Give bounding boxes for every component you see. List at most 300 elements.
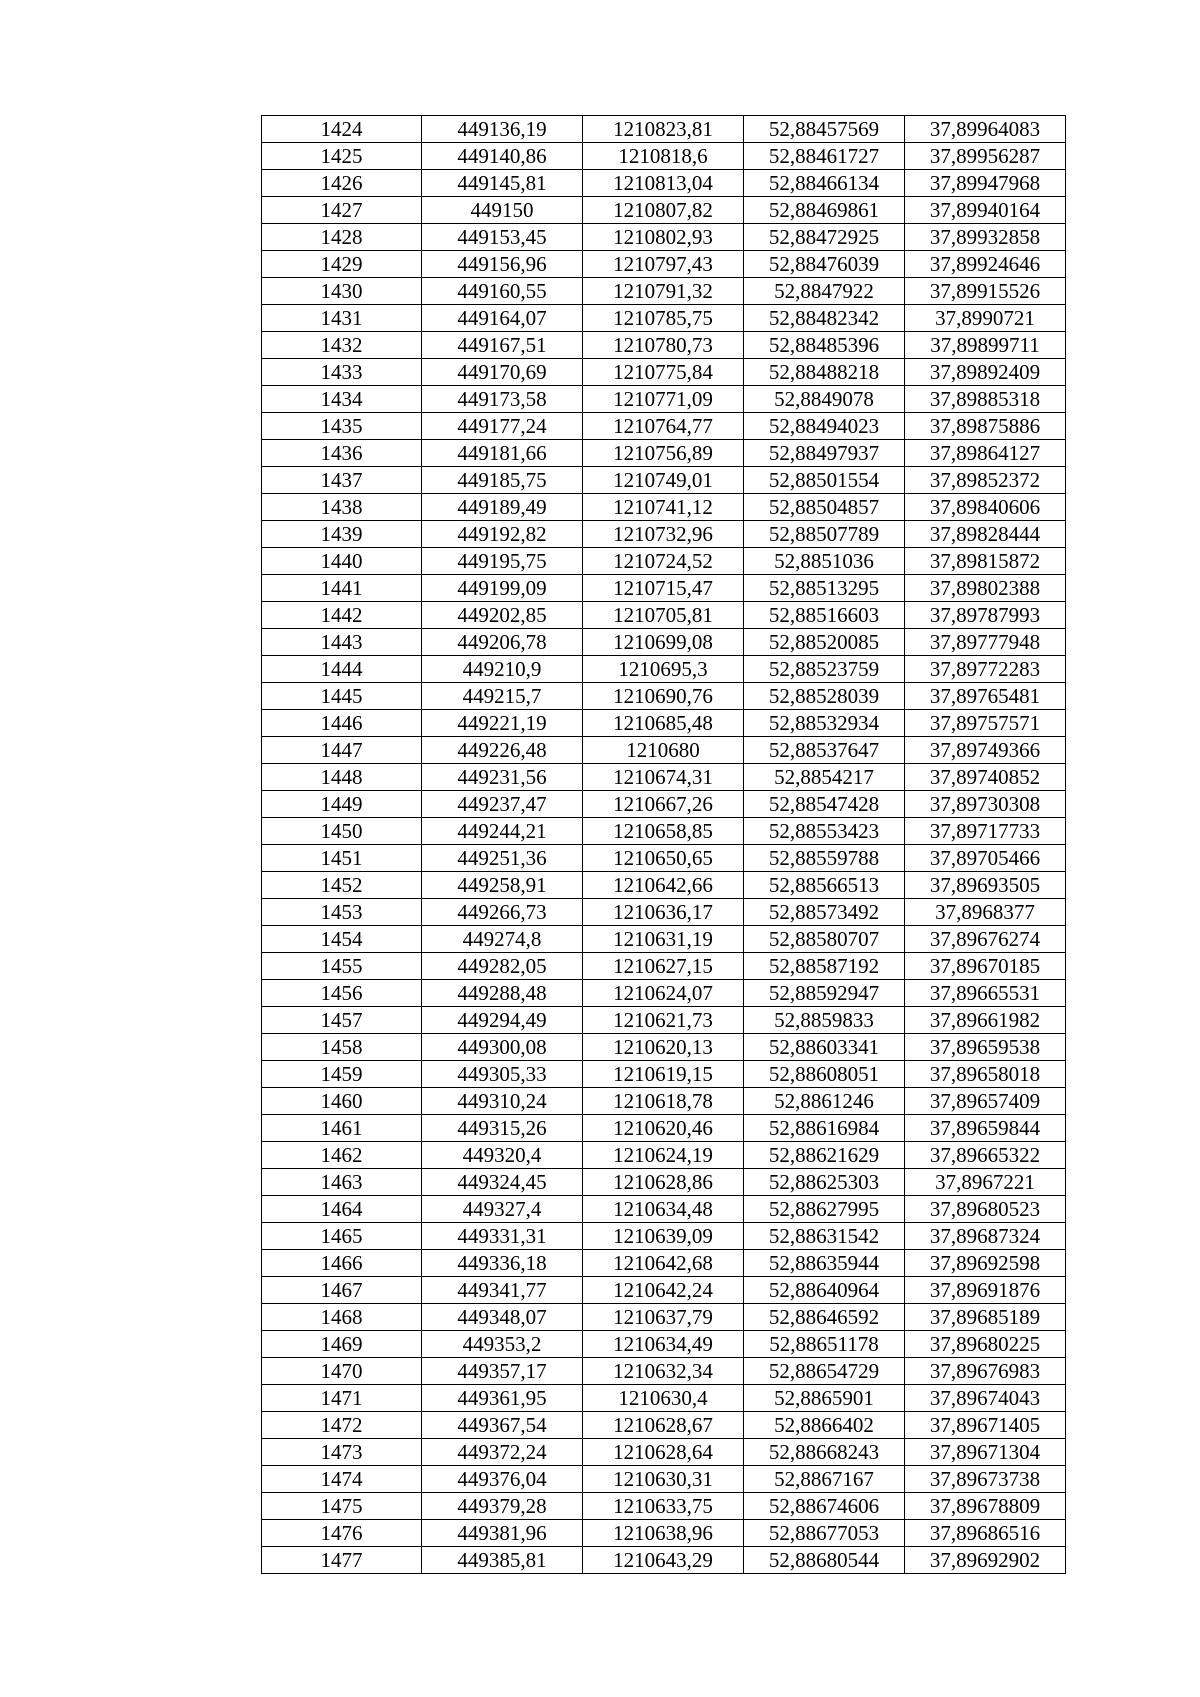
x-coordinate-cell: 449251,36 (422, 845, 583, 872)
x-coordinate-cell: 449153,45 (422, 224, 583, 251)
point-number-cell: 1444 (262, 656, 422, 683)
point-number-cell: 1436 (262, 440, 422, 467)
coordinates-table (261, 115, 1066, 1574)
point-number-cell: 1461 (262, 1115, 422, 1142)
longitude-cell: 37,89676274 (905, 926, 1066, 953)
longitude-cell: 37,89658018 (905, 1061, 1066, 1088)
point-number-cell: 1446 (262, 710, 422, 737)
point-number-cell: 1448 (262, 764, 422, 791)
y-coordinate-cell: 1210639,09 (583, 1223, 744, 1250)
table-row (262, 872, 1066, 899)
x-coordinate-cell: 449206,78 (422, 629, 583, 656)
latitude-cell: 52,88501554 (744, 467, 905, 494)
y-coordinate-cell: 1210823,81 (583, 116, 744, 143)
table-row (262, 1196, 1066, 1223)
x-coordinate-cell: 449221,19 (422, 710, 583, 737)
table-row (262, 521, 1066, 548)
table-row (262, 224, 1066, 251)
latitude-cell: 52,88476039 (744, 251, 905, 278)
x-coordinate-cell: 449324,45 (422, 1169, 583, 1196)
longitude-cell: 37,89659538 (905, 1034, 1066, 1061)
point-number-cell: 1468 (262, 1304, 422, 1331)
longitude-cell: 37,89659844 (905, 1115, 1066, 1142)
y-coordinate-cell: 1210667,26 (583, 791, 744, 818)
longitude-cell: 37,89691876 (905, 1277, 1066, 1304)
longitude-cell: 37,89686516 (905, 1520, 1066, 1547)
y-coordinate-cell: 1210628,67 (583, 1412, 744, 1439)
x-coordinate-cell: 449215,7 (422, 683, 583, 710)
longitude-cell: 37,89947968 (905, 170, 1066, 197)
latitude-cell: 52,88621629 (744, 1142, 905, 1169)
x-coordinate-cell: 449300,08 (422, 1034, 583, 1061)
point-number-cell: 1474 (262, 1466, 422, 1493)
x-coordinate-cell: 449367,54 (422, 1412, 583, 1439)
latitude-cell: 52,8867167 (744, 1466, 905, 1493)
latitude-cell: 52,88469861 (744, 197, 905, 224)
x-coordinate-cell: 449202,85 (422, 602, 583, 629)
x-coordinate-cell: 449294,49 (422, 1007, 583, 1034)
point-number-cell: 1428 (262, 224, 422, 251)
x-coordinate-cell: 449361,95 (422, 1385, 583, 1412)
y-coordinate-cell: 1210621,73 (583, 1007, 744, 1034)
y-coordinate-cell: 1210749,01 (583, 467, 744, 494)
latitude-cell: 52,88559788 (744, 845, 905, 872)
x-coordinate-cell: 449164,07 (422, 305, 583, 332)
latitude-cell: 52,88507789 (744, 521, 905, 548)
table-row (262, 305, 1066, 332)
longitude-cell: 37,89864127 (905, 440, 1066, 467)
point-number-cell: 1426 (262, 170, 422, 197)
longitude-cell: 37,89885318 (905, 386, 1066, 413)
table-row (262, 683, 1066, 710)
table-row (262, 1520, 1066, 1547)
y-coordinate-cell: 1210705,81 (583, 602, 744, 629)
longitude-cell: 37,89693505 (905, 872, 1066, 899)
table-row (262, 1304, 1066, 1331)
y-coordinate-cell: 1210724,52 (583, 548, 744, 575)
table-row (262, 926, 1066, 953)
table-row (262, 1547, 1066, 1574)
point-number-cell: 1472 (262, 1412, 422, 1439)
point-number-cell: 1435 (262, 413, 422, 440)
longitude-cell: 37,89674043 (905, 1385, 1066, 1412)
point-number-cell: 1433 (262, 359, 422, 386)
latitude-cell: 52,88616984 (744, 1115, 905, 1142)
table-row (262, 1223, 1066, 1250)
latitude-cell: 52,88504857 (744, 494, 905, 521)
y-coordinate-cell: 1210630,31 (583, 1466, 744, 1493)
longitude-cell: 37,89875886 (905, 413, 1066, 440)
longitude-cell: 37,89828444 (905, 521, 1066, 548)
point-number-cell: 1432 (262, 332, 422, 359)
latitude-cell: 52,88640964 (744, 1277, 905, 1304)
x-coordinate-cell: 449181,66 (422, 440, 583, 467)
y-coordinate-cell: 1210756,89 (583, 440, 744, 467)
table-row (262, 116, 1066, 143)
point-number-cell: 1465 (262, 1223, 422, 1250)
x-coordinate-cell: 449226,48 (422, 737, 583, 764)
longitude-cell: 37,89787993 (905, 602, 1066, 629)
y-coordinate-cell: 1210624,07 (583, 980, 744, 1007)
table-row (262, 764, 1066, 791)
table-row (262, 1412, 1066, 1439)
x-coordinate-cell: 449372,24 (422, 1439, 583, 1466)
table-row (262, 710, 1066, 737)
x-coordinate-cell: 449156,96 (422, 251, 583, 278)
table-row (262, 737, 1066, 764)
latitude-cell: 52,88516603 (744, 602, 905, 629)
x-coordinate-cell: 449381,96 (422, 1520, 583, 1547)
latitude-cell: 52,88547428 (744, 791, 905, 818)
table-row (262, 332, 1066, 359)
x-coordinate-cell: 449305,33 (422, 1061, 583, 1088)
point-number-cell: 1463 (262, 1169, 422, 1196)
latitude-cell: 52,8859833 (744, 1007, 905, 1034)
longitude-cell: 37,89964083 (905, 116, 1066, 143)
point-number-cell: 1431 (262, 305, 422, 332)
longitude-cell: 37,89671304 (905, 1439, 1066, 1466)
longitude-cell: 37,89924646 (905, 251, 1066, 278)
latitude-cell: 52,8866402 (744, 1412, 905, 1439)
latitude-cell: 52,88631542 (744, 1223, 905, 1250)
latitude-cell: 52,88603341 (744, 1034, 905, 1061)
point-number-cell: 1459 (262, 1061, 422, 1088)
table-row (262, 575, 1066, 602)
x-coordinate-cell: 449266,73 (422, 899, 583, 926)
longitude-cell: 37,89673738 (905, 1466, 1066, 1493)
latitude-cell: 52,88674606 (744, 1493, 905, 1520)
latitude-cell: 52,88580707 (744, 926, 905, 953)
point-number-cell: 1454 (262, 926, 422, 953)
longitude-cell: 37,89932858 (905, 224, 1066, 251)
x-coordinate-cell: 449348,07 (422, 1304, 583, 1331)
y-coordinate-cell: 1210680 (583, 737, 744, 764)
latitude-cell: 52,88488218 (744, 359, 905, 386)
table-row (262, 791, 1066, 818)
x-coordinate-cell: 449192,82 (422, 521, 583, 548)
latitude-cell: 52,88494023 (744, 413, 905, 440)
y-coordinate-cell: 1210695,3 (583, 656, 744, 683)
point-number-cell: 1437 (262, 467, 422, 494)
latitude-cell: 52,88523759 (744, 656, 905, 683)
y-coordinate-cell: 1210638,96 (583, 1520, 744, 1547)
y-coordinate-cell: 1210631,19 (583, 926, 744, 953)
latitude-cell: 52,88625303 (744, 1169, 905, 1196)
latitude-cell: 52,88592947 (744, 980, 905, 1007)
table-row (262, 1142, 1066, 1169)
point-number-cell: 1445 (262, 683, 422, 710)
longitude-cell: 37,89680225 (905, 1331, 1066, 1358)
longitude-cell: 37,89678809 (905, 1493, 1066, 1520)
y-coordinate-cell: 1210620,13 (583, 1034, 744, 1061)
y-coordinate-cell: 1210620,46 (583, 1115, 744, 1142)
y-coordinate-cell: 1210802,93 (583, 224, 744, 251)
y-coordinate-cell: 1210628,64 (583, 1439, 744, 1466)
y-coordinate-cell: 1210797,43 (583, 251, 744, 278)
longitude-cell: 37,89777948 (905, 629, 1066, 656)
longitude-cell: 37,89899711 (905, 332, 1066, 359)
latitude-cell: 52,88482342 (744, 305, 905, 332)
table-row (262, 818, 1066, 845)
y-coordinate-cell: 1210634,49 (583, 1331, 744, 1358)
y-coordinate-cell: 1210642,68 (583, 1250, 744, 1277)
table-row (262, 278, 1066, 305)
table-row (262, 1466, 1066, 1493)
x-coordinate-cell: 449244,21 (422, 818, 583, 845)
coordinates-table-body (262, 116, 1066, 1574)
y-coordinate-cell: 1210764,77 (583, 413, 744, 440)
y-coordinate-cell: 1210627,15 (583, 953, 744, 980)
x-coordinate-cell: 449185,75 (422, 467, 583, 494)
y-coordinate-cell: 1210813,04 (583, 170, 744, 197)
longitude-cell: 37,89815872 (905, 548, 1066, 575)
latitude-cell: 52,8865901 (744, 1385, 905, 1412)
longitude-cell: 37,89692902 (905, 1547, 1066, 1574)
point-number-cell: 1434 (262, 386, 422, 413)
x-coordinate-cell: 449231,56 (422, 764, 583, 791)
longitude-cell: 37,8967221 (905, 1169, 1066, 1196)
point-number-cell: 1458 (262, 1034, 422, 1061)
y-coordinate-cell: 1210771,09 (583, 386, 744, 413)
table-row (262, 1250, 1066, 1277)
y-coordinate-cell: 1210636,17 (583, 899, 744, 926)
y-coordinate-cell: 1210715,47 (583, 575, 744, 602)
y-coordinate-cell: 1210775,84 (583, 359, 744, 386)
table-row (262, 1169, 1066, 1196)
table-row (262, 1439, 1066, 1466)
point-number-cell: 1438 (262, 494, 422, 521)
y-coordinate-cell: 1210780,73 (583, 332, 744, 359)
latitude-cell: 52,88537647 (744, 737, 905, 764)
latitude-cell: 52,88466134 (744, 170, 905, 197)
x-coordinate-cell: 449195,75 (422, 548, 583, 575)
point-number-cell: 1469 (262, 1331, 422, 1358)
longitude-cell: 37,8968377 (905, 899, 1066, 926)
x-coordinate-cell: 449167,51 (422, 332, 583, 359)
latitude-cell: 52,88608051 (744, 1061, 905, 1088)
point-number-cell: 1470 (262, 1358, 422, 1385)
latitude-cell: 52,88520085 (744, 629, 905, 656)
point-number-cell: 1462 (262, 1142, 422, 1169)
point-number-cell: 1451 (262, 845, 422, 872)
latitude-cell: 52,88635944 (744, 1250, 905, 1277)
point-number-cell: 1475 (262, 1493, 422, 1520)
table-row (262, 980, 1066, 1007)
y-coordinate-cell: 1210741,12 (583, 494, 744, 521)
longitude-cell: 37,89705466 (905, 845, 1066, 872)
table-row (262, 1088, 1066, 1115)
x-coordinate-cell: 449315,26 (422, 1115, 583, 1142)
point-number-cell: 1439 (262, 521, 422, 548)
latitude-cell: 52,8851036 (744, 548, 905, 575)
y-coordinate-cell: 1210642,24 (583, 1277, 744, 1304)
table-row (262, 143, 1066, 170)
longitude-cell: 37,89670185 (905, 953, 1066, 980)
point-number-cell: 1443 (262, 629, 422, 656)
point-number-cell: 1456 (262, 980, 422, 1007)
table-row (262, 197, 1066, 224)
point-number-cell: 1466 (262, 1250, 422, 1277)
latitude-cell: 52,88668243 (744, 1439, 905, 1466)
longitude-cell: 37,89685189 (905, 1304, 1066, 1331)
point-number-cell: 1442 (262, 602, 422, 629)
x-coordinate-cell: 449327,4 (422, 1196, 583, 1223)
y-coordinate-cell: 1210628,86 (583, 1169, 744, 1196)
table-row (262, 170, 1066, 197)
y-coordinate-cell: 1210624,19 (583, 1142, 744, 1169)
point-number-cell: 1430 (262, 278, 422, 305)
x-coordinate-cell: 449353,2 (422, 1331, 583, 1358)
x-coordinate-cell: 449210,9 (422, 656, 583, 683)
y-coordinate-cell: 1210791,32 (583, 278, 744, 305)
latitude-cell: 52,8854217 (744, 764, 905, 791)
point-number-cell: 1441 (262, 575, 422, 602)
x-coordinate-cell: 449177,24 (422, 413, 583, 440)
y-coordinate-cell: 1210650,65 (583, 845, 744, 872)
x-coordinate-cell: 449258,91 (422, 872, 583, 899)
y-coordinate-cell: 1210658,85 (583, 818, 744, 845)
x-coordinate-cell: 449173,58 (422, 386, 583, 413)
table-row (262, 1115, 1066, 1142)
latitude-cell: 52,88461727 (744, 143, 905, 170)
point-number-cell: 1440 (262, 548, 422, 575)
longitude-cell: 37,89740852 (905, 764, 1066, 791)
y-coordinate-cell: 1210630,4 (583, 1385, 744, 1412)
longitude-cell: 37,89671405 (905, 1412, 1066, 1439)
y-coordinate-cell: 1210634,48 (583, 1196, 744, 1223)
point-number-cell: 1455 (262, 953, 422, 980)
point-number-cell: 1450 (262, 818, 422, 845)
x-coordinate-cell: 449160,55 (422, 278, 583, 305)
latitude-cell: 52,88627995 (744, 1196, 905, 1223)
latitude-cell: 52,8849078 (744, 386, 905, 413)
latitude-cell: 52,88587192 (744, 953, 905, 980)
x-coordinate-cell: 449385,81 (422, 1547, 583, 1574)
latitude-cell: 52,88528039 (744, 683, 905, 710)
table-row (262, 656, 1066, 683)
y-coordinate-cell: 1210619,15 (583, 1061, 744, 1088)
longitude-cell: 37,89692598 (905, 1250, 1066, 1277)
x-coordinate-cell: 449189,49 (422, 494, 583, 521)
x-coordinate-cell: 449140,86 (422, 143, 583, 170)
table-row (262, 359, 1066, 386)
latitude-cell: 52,88677053 (744, 1520, 905, 1547)
longitude-cell: 37,89852372 (905, 467, 1066, 494)
y-coordinate-cell: 1210818,6 (583, 143, 744, 170)
point-number-cell: 1471 (262, 1385, 422, 1412)
y-coordinate-cell: 1210685,48 (583, 710, 744, 737)
longitude-cell: 37,89687324 (905, 1223, 1066, 1250)
y-coordinate-cell: 1210732,96 (583, 521, 744, 548)
y-coordinate-cell: 1210643,29 (583, 1547, 744, 1574)
longitude-cell: 37,8990721 (905, 305, 1066, 332)
table-row (262, 1061, 1066, 1088)
longitude-cell: 37,89749366 (905, 737, 1066, 764)
y-coordinate-cell: 1210807,82 (583, 197, 744, 224)
y-coordinate-cell: 1210637,79 (583, 1304, 744, 1331)
x-coordinate-cell: 449376,04 (422, 1466, 583, 1493)
table-row (262, 413, 1066, 440)
point-number-cell: 1429 (262, 251, 422, 278)
table-row (262, 386, 1066, 413)
longitude-cell: 37,89676983 (905, 1358, 1066, 1385)
longitude-cell: 37,89757571 (905, 710, 1066, 737)
latitude-cell: 52,88472925 (744, 224, 905, 251)
y-coordinate-cell: 1210642,66 (583, 872, 744, 899)
table-row (262, 1358, 1066, 1385)
x-coordinate-cell: 449136,19 (422, 116, 583, 143)
longitude-cell: 37,89956287 (905, 143, 1066, 170)
table-row (262, 1385, 1066, 1412)
latitude-cell: 52,88646592 (744, 1304, 905, 1331)
y-coordinate-cell: 1210690,76 (583, 683, 744, 710)
x-coordinate-cell: 449288,48 (422, 980, 583, 1007)
point-number-cell: 1464 (262, 1196, 422, 1223)
x-coordinate-cell: 449336,18 (422, 1250, 583, 1277)
x-coordinate-cell: 449341,77 (422, 1277, 583, 1304)
latitude-cell: 52,88573492 (744, 899, 905, 926)
x-coordinate-cell: 449170,69 (422, 359, 583, 386)
latitude-cell: 52,88566513 (744, 872, 905, 899)
latitude-cell: 52,88497937 (744, 440, 905, 467)
point-number-cell: 1476 (262, 1520, 422, 1547)
x-coordinate-cell: 449150 (422, 197, 583, 224)
x-coordinate-cell: 449331,31 (422, 1223, 583, 1250)
latitude-cell: 52,88651178 (744, 1331, 905, 1358)
table-row (262, 1331, 1066, 1358)
longitude-cell: 37,89765481 (905, 683, 1066, 710)
x-coordinate-cell: 449237,47 (422, 791, 583, 818)
longitude-cell: 37,89665322 (905, 1142, 1066, 1169)
table-row (262, 602, 1066, 629)
point-number-cell: 1425 (262, 143, 422, 170)
table-row (262, 1007, 1066, 1034)
y-coordinate-cell: 1210618,78 (583, 1088, 744, 1115)
y-coordinate-cell: 1210699,08 (583, 629, 744, 656)
latitude-cell: 52,88457569 (744, 116, 905, 143)
longitude-cell: 37,89717733 (905, 818, 1066, 845)
longitude-cell: 37,89680523 (905, 1196, 1066, 1223)
longitude-cell: 37,89940164 (905, 197, 1066, 224)
table-row (262, 494, 1066, 521)
point-number-cell: 1453 (262, 899, 422, 926)
point-number-cell: 1449 (262, 791, 422, 818)
longitude-cell: 37,89915526 (905, 278, 1066, 305)
y-coordinate-cell: 1210674,31 (583, 764, 744, 791)
x-coordinate-cell: 449199,09 (422, 575, 583, 602)
point-number-cell: 1467 (262, 1277, 422, 1304)
table-row (262, 1493, 1066, 1520)
x-coordinate-cell: 449282,05 (422, 953, 583, 980)
point-number-cell: 1452 (262, 872, 422, 899)
table-row (262, 467, 1066, 494)
table-row (262, 1277, 1066, 1304)
y-coordinate-cell: 1210785,75 (583, 305, 744, 332)
table-row (262, 899, 1066, 926)
latitude-cell: 52,88680544 (744, 1547, 905, 1574)
table-row (262, 548, 1066, 575)
point-number-cell: 1457 (262, 1007, 422, 1034)
x-coordinate-cell: 449320,4 (422, 1142, 583, 1169)
x-coordinate-cell: 449274,8 (422, 926, 583, 953)
longitude-cell: 37,89665531 (905, 980, 1066, 1007)
y-coordinate-cell: 1210633,75 (583, 1493, 744, 1520)
longitude-cell: 37,89661982 (905, 1007, 1066, 1034)
point-number-cell: 1460 (262, 1088, 422, 1115)
x-coordinate-cell: 449357,17 (422, 1358, 583, 1385)
longitude-cell: 37,89730308 (905, 791, 1066, 818)
point-number-cell: 1447 (262, 737, 422, 764)
